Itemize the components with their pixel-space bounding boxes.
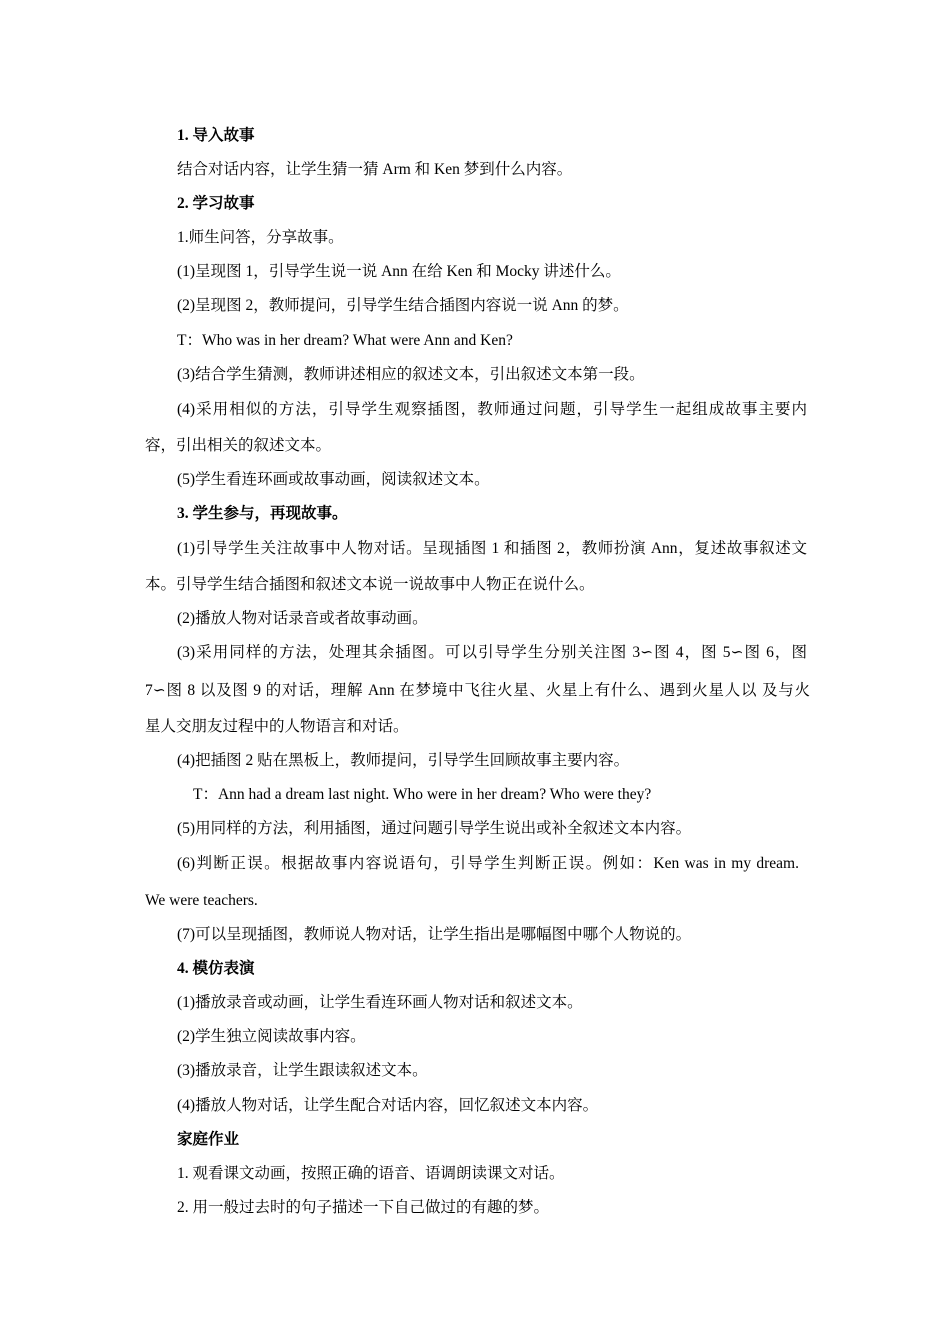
paragraph-line: (5)学生看连环画或故事动画，阅读叙述文本。 <box>177 471 490 488</box>
paragraph-line: (1)引导学生关注故事中人物对话。呈现插图 1 和插图 2，教师扮演 Ann，复述故事叙述文 <box>177 540 807 557</box>
paragraph-line: 本。引导学生结合插图和叙述文本说一说故事中人物正在说什么。 <box>145 576 595 593</box>
paragraph-line: (2)播放人物对话录音或者故事动画。 <box>177 610 428 627</box>
paragraph-line: (6)判断正误。根据故事内容说语句，引导学生判断正误。例如：Ken was in my dream. <box>177 855 799 872</box>
section-heading: 1. 导入故事 <box>177 127 255 144</box>
paragraph-line: (3)播放录音，让学生跟读叙述文本。 <box>177 1062 428 1079</box>
section-heading: 3. 学生参与，再现故事。 <box>177 505 348 522</box>
paragraph-line: (2)学生独立阅读故事内容。 <box>177 1028 366 1045</box>
paragraph-line: (5)用同样的方法，利用插图，通过问题引导学生说出或补全叙述文本内容。 <box>177 820 692 837</box>
paragraph-line: (4)采用相似的方法，引导学生观察插图，教师通过问题，引导学生一起组成故事主要内 <box>177 401 807 418</box>
section-heading: 4. 模仿表演 <box>177 960 255 977</box>
paragraph-line: T：Who was in her dream? What were Ann and Ken? <box>177 332 513 349</box>
paragraph-line: 2. 用一般过去时的句子描述一下自己做过的有趣的梦。 <box>177 1199 550 1216</box>
paragraph-line: We were teachers. <box>145 892 258 909</box>
paragraph-line: (4)把插图 2 贴在黑板上，教师提问，引导学生回顾故事主要内容。 <box>177 752 630 769</box>
paragraph-line: 结合对话内容，让学生猜一猜 Arm 和 Ken 梦到什么内容。 <box>177 161 573 178</box>
paragraph-line: (1)播放录音或动画，让学生看连环画人物对话和叙述文本。 <box>177 994 583 1011</box>
paragraph-line: 容，引出相关的叙述文本。 <box>145 437 332 454</box>
section-heading: 2. 学习故事 <box>177 195 255 212</box>
paragraph-line: (2)呈现图 2，教师提问，引导学生结合插图内容说一说 Ann 的梦。 <box>177 297 629 314</box>
paragraph-line: 7∽图 8 以及图 9 的对话，理解 Ann 在梦境中飞往火星、火星上有什么、遇到火星人以 及与火 <box>145 682 810 699</box>
paragraph-line: (3)结合学生猜测，教师讲述相应的叙述文本，引出叙述文本第一段。 <box>177 366 645 383</box>
paragraph-line: (4)播放人物对话，让学生配合对话内容，回忆叙述文本内容。 <box>177 1097 599 1114</box>
paragraph-line: T：Ann had a dream last night. Who were in her dream? Who were they? <box>193 786 652 803</box>
paragraph-line: 星人交朋友过程中的人物语言和对话。 <box>145 718 409 735</box>
paragraph-line: (1)呈现图 1，引导学生说一说 Ann 在给 Ken 和 Mocky 讲述什么。 <box>177 263 621 280</box>
paragraph-line: (3)采用同样的方法，处理其余插图。可以引导学生分别关注图 3∽图 4，图 5∽图 6，图 <box>177 644 807 661</box>
section-heading: 家庭作业 <box>177 1131 240 1148</box>
paragraph-line: 1.师生问答，分享故事。 <box>177 229 344 246</box>
paragraph-line: (7)可以呈现插图，教师说人物对话，让学生指出是哪幅图中哪个人物说的。 <box>177 926 692 943</box>
paragraph-line: 1. 观看课文动画，按照正确的语音、语调朗读课文对话。 <box>177 1165 565 1182</box>
